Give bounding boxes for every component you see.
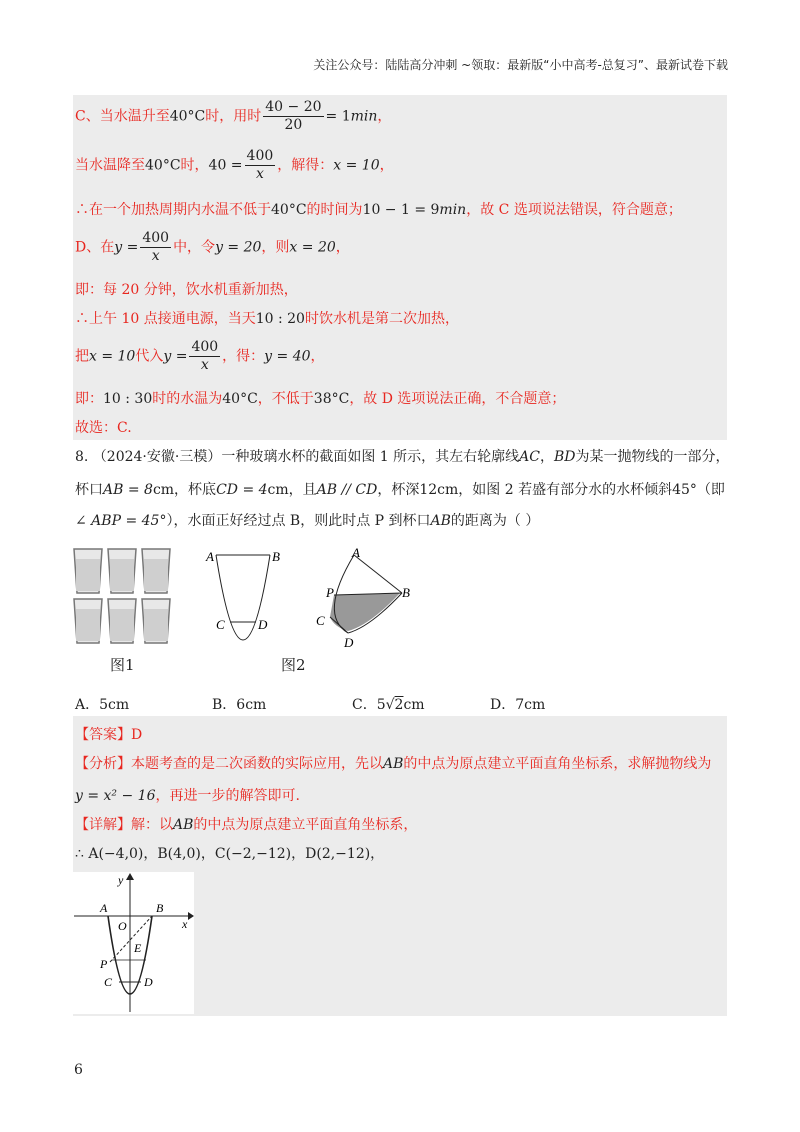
math-expr: y = 20 <box>215 239 262 256</box>
math-expr: x = 20 <box>289 239 336 256</box>
answer-tag: 【答案】 <box>75 727 131 743</box>
option-d[interactable]: D．7cm <box>490 697 546 713</box>
text: 时， <box>180 157 209 174</box>
text: 时，用时 <box>205 108 262 125</box>
text: cm，且 <box>267 482 317 498</box>
math-temp: 40°C <box>222 391 258 407</box>
analysis-line2 <box>75 785 300 805</box>
text: ，再进一步的解答即可. <box>155 788 300 804</box>
answer-line <box>75 724 142 744</box>
y-axis-arrow <box>126 873 134 880</box>
label-c: C <box>104 975 113 989</box>
math-temp: 40°C <box>271 202 307 218</box>
text: ，不低于 <box>257 391 314 407</box>
text: （即 <box>696 482 725 498</box>
option-b[interactable]: B．6cm <box>212 697 267 713</box>
text: cm <box>403 697 425 713</box>
text: 把 <box>75 348 89 365</box>
math-angle: ∠ ABP = 45° <box>75 513 167 529</box>
text: C．5 <box>352 697 386 713</box>
label-a: A <box>352 545 360 560</box>
math-var: AB <box>173 817 194 833</box>
text: ，故 C 选项说法错误，符合题意； <box>466 202 682 218</box>
fraction <box>263 99 323 134</box>
label-b: B <box>272 549 280 564</box>
math-lhs: y = <box>163 348 188 365</box>
question8-line3 <box>75 510 539 530</box>
math-temp: 38°C <box>313 391 350 407</box>
math-expr: AB = 8 <box>103 482 153 498</box>
question8-line2 <box>75 479 725 499</box>
math-var: BD <box>553 449 576 465</box>
glass-grid <box>74 549 170 643</box>
analysis-tag: 【分析】 <box>75 756 131 772</box>
figure1-caption: 图1 <box>110 656 135 674</box>
math-result: y = 40 <box>264 348 311 365</box>
solution-line-substitute <box>75 339 325 374</box>
math-deg: 45° <box>672 482 697 498</box>
text: ∴在一个加热周期内水温不低于 <box>75 202 271 218</box>
text: cm，如图 2 若盛有部分水的水杯倾斜 <box>437 482 673 498</box>
fraction-denominator: x <box>255 166 264 182</box>
label-x: x <box>182 917 188 931</box>
math-time: 10 : 20 <box>255 311 305 327</box>
math-unit: min <box>350 108 378 125</box>
page-number: 6 <box>74 1062 83 1078</box>
label-e: E <box>134 941 142 955</box>
math-result: x = 10 <box>333 157 380 174</box>
text: 时饮水机是第二次加热， <box>304 311 459 327</box>
text: 本题考查的是二次函数的实际应用，先以 <box>131 756 383 772</box>
text: ，故 D 选项说法正确，不合题意； <box>349 391 566 407</box>
option-a[interactable]: A．5cm <box>75 697 130 713</box>
text: ， <box>310 348 325 365</box>
math-var: AB <box>430 513 451 529</box>
math-lhs: y = <box>114 239 139 256</box>
figure2-caption: 图2 <box>281 656 306 674</box>
page-header: 关注公众号：陆陆高分冲刺 ~领取：最新版“小中高考-总复习”、最新试卷下载 <box>313 58 728 72</box>
label-c: C <box>316 613 325 628</box>
text: 即： <box>75 391 103 407</box>
fraction-denominator: x <box>151 248 160 264</box>
text: 时的水温为 <box>152 391 223 407</box>
text: 解：以 <box>131 817 173 833</box>
fraction-numerator: 400 <box>191 339 219 355</box>
analysis-line1 <box>75 753 711 773</box>
sqrt-sign: √ <box>385 697 395 713</box>
text: 的中点为原点建立平面直角坐标系， <box>193 817 418 833</box>
label-b: B <box>156 901 164 915</box>
math-num: 12 <box>419 482 438 498</box>
math-unit: min <box>439 202 467 218</box>
fraction <box>245 148 276 183</box>
sqrt-radicand: 2 <box>394 697 404 713</box>
math-var: AB <box>383 756 404 772</box>
fraction-numerator: 400 <box>246 148 274 164</box>
option-c[interactable] <box>352 694 425 714</box>
glasses-photo <box>70 545 176 648</box>
text: C、当水温升至 <box>75 108 170 125</box>
solution-line-therefore1 <box>75 199 682 219</box>
fraction-denominator: 20 <box>284 117 303 133</box>
cup-diagram <box>198 545 298 650</box>
text: cm，杯底 <box>152 482 217 498</box>
math-expr: x = 10 <box>89 348 136 365</box>
math-temp: 40°C <box>145 157 181 174</box>
answer-value: D <box>131 727 143 743</box>
tilted-cup-diagram <box>310 545 420 655</box>
solution-choice: 故选：C. <box>75 420 132 436</box>
coords-line: ∴ A(−4,0)，B(4,0)，C(−2,−12)，D(2,−12)， <box>75 846 385 862</box>
math-time: 10 : 30 <box>103 391 153 407</box>
text: ，得： <box>222 348 265 365</box>
coordinate-graph <box>72 872 194 1014</box>
tilted-rim <box>354 555 402 593</box>
fraction-denominator: x <box>200 357 209 373</box>
text: ，解得： <box>277 157 334 174</box>
solution-line-every: 即：每 20 分钟，饮水机重新加热， <box>75 282 298 298</box>
text: ， <box>377 108 392 125</box>
text: ，则 <box>261 239 290 256</box>
text: 中，令 <box>173 239 216 256</box>
detail-line <box>75 814 417 834</box>
text: 的距离为（ ） <box>450 513 540 529</box>
text: ， <box>539 449 554 465</box>
math-var: AC <box>519 449 540 465</box>
fraction <box>140 230 171 265</box>
label-a: A <box>206 549 214 564</box>
text: 当水温降至 <box>75 157 145 174</box>
math-equation: y = x² − 16 <box>75 788 156 804</box>
x-axis-arrow <box>188 912 194 920</box>
solution-line-drop <box>75 148 394 183</box>
math-temp: 40°C <box>169 108 206 125</box>
math-expr: CD = 4 <box>216 482 268 498</box>
label-a: A <box>100 901 108 915</box>
text: ），水面正好经过点 B，则此时点 P 到杯口 <box>166 513 431 529</box>
text: 代入 <box>135 348 164 365</box>
text: 为某一抛物线的一部分， <box>575 449 730 465</box>
text: D、在 <box>75 239 115 256</box>
math-expr: 10 − 1 = 9 <box>362 202 440 218</box>
text: ， <box>379 157 394 174</box>
fraction-numerator: 40 − 20 <box>265 99 322 115</box>
label-y: y <box>118 873 124 887</box>
label-o: O <box>118 919 127 933</box>
math-result: = 1 <box>325 108 351 125</box>
math-lhs: 40 = <box>208 157 243 174</box>
solution-line-restart <box>75 308 459 328</box>
text: 的时间为 <box>306 202 363 218</box>
solution-line-d <box>75 230 350 265</box>
label-p: P <box>100 957 108 971</box>
text: ∴上午 10 点接通电源，当天 <box>75 311 256 327</box>
text: 8. （2024·安徽·三模）一种玻璃水杯的截面如图 1 所示，其左右轮廓线 <box>75 449 520 465</box>
text: ， <box>335 239 350 256</box>
text: 的中点为原点建立平面直角坐标系，求解抛物线为 <box>403 756 712 772</box>
label-p: P <box>326 585 334 600</box>
label-c: C <box>216 617 225 632</box>
solution-line-at <box>75 388 565 408</box>
label-d: D <box>144 975 153 989</box>
label-b: B <box>402 585 410 600</box>
fraction-numerator: 400 <box>142 230 170 246</box>
detail-tag: 【详解】 <box>75 817 131 833</box>
label-d: D <box>344 635 354 650</box>
fraction <box>189 339 220 374</box>
label-d: D <box>258 617 268 632</box>
text: 杯口 <box>75 482 103 498</box>
text: ，杯深 <box>377 482 420 498</box>
math-expr: AB // CD <box>316 482 378 498</box>
solution-line-c <box>75 99 391 134</box>
question8-line1 <box>75 446 730 466</box>
